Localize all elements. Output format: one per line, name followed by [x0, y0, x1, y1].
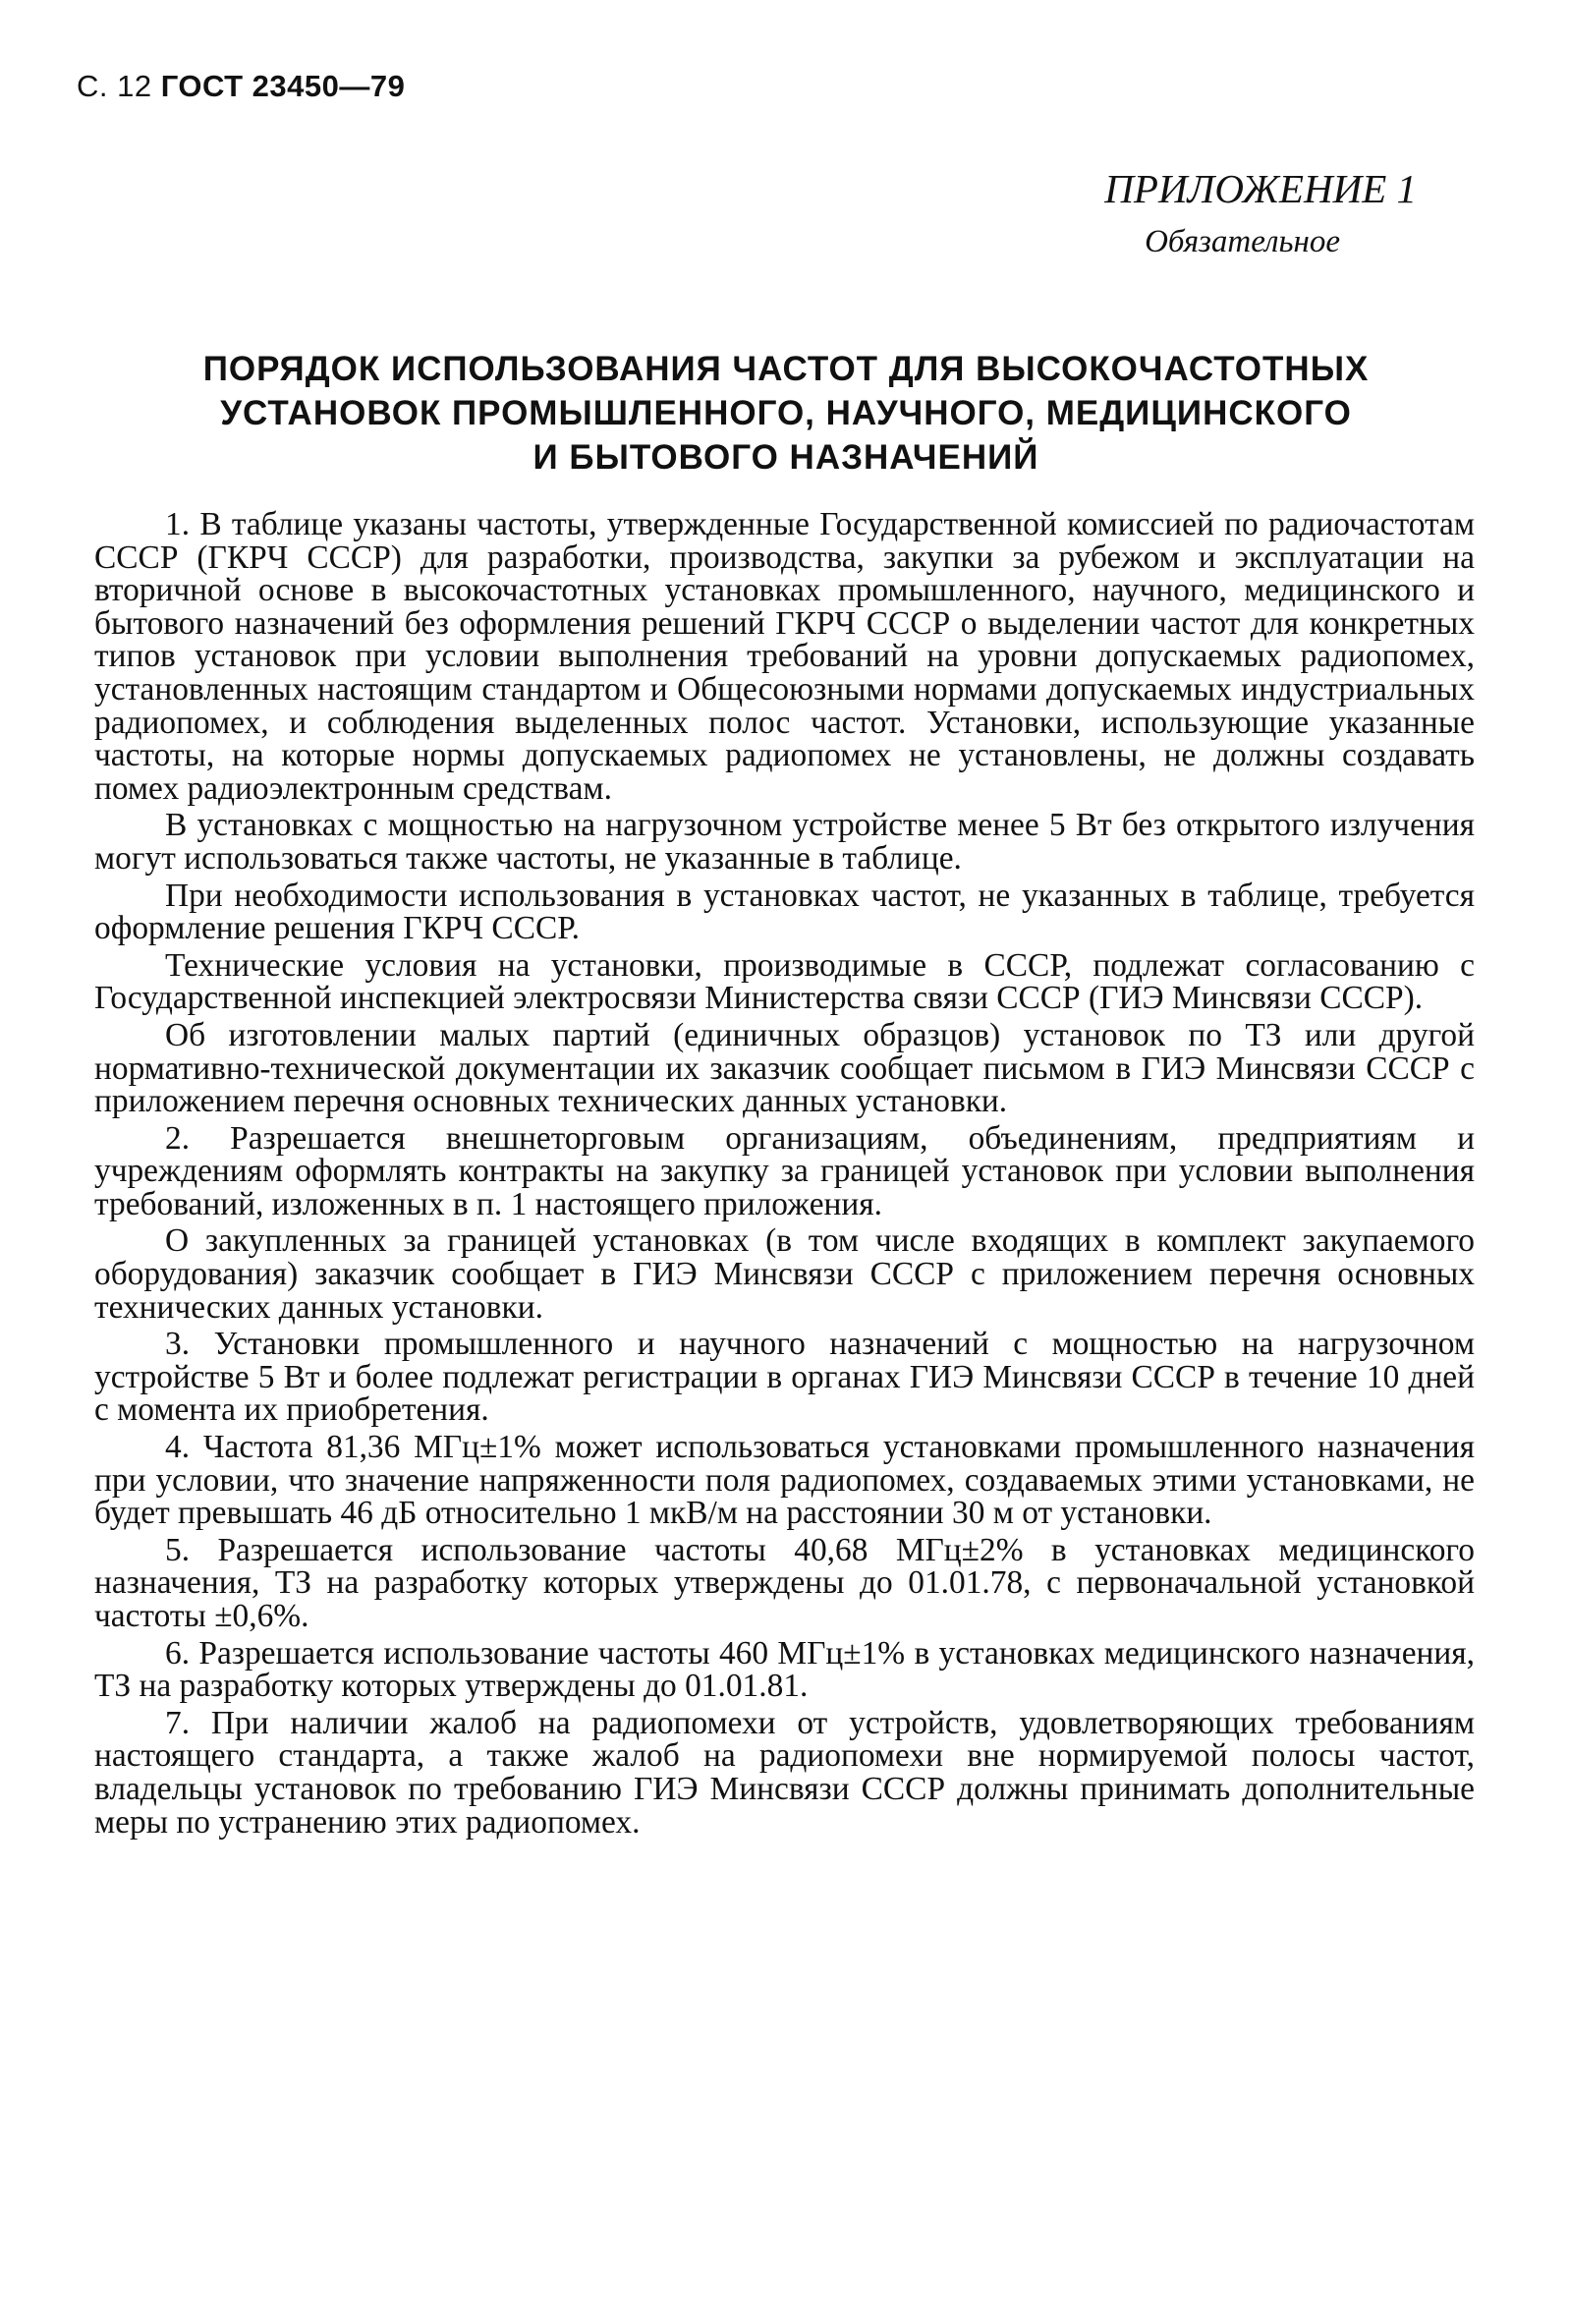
paragraph-5: Об изготовлении малых партий (единичных образцов) установок по ТЗ или другой нормативно-технической документации их заказчик сообщает письмом в ГИЭ Минсвязи СССР с приложением перечня основных технических данных установки.: [94, 1016, 1475, 1120]
paragraph-6: 2. Разрешается внешнеторговым организациям, объединениям, предприятиям и учреждениям оформлять контракты на закупку за границей установок при условии выполнения требований, изложенных в п. 1 настоящего приложения.: [94, 1119, 1475, 1222]
document-title: [98, 347, 1474, 480]
page-number: С. 12: [77, 69, 152, 103]
paragraph-1: 1. В таблице указаны частоты, утвержденные Государственной комиссией по радиочастотам СССР (ГКРЧ СССР) для разработки, производства, закупки за рубежом и эксплуатации на вторичной основе в высокочастотных установках промышленного, научного, медицинского и бытового назначений без оформления решений ГКРЧ СССР о выделении частот для конкретных типов установок при условии выполнения требований на уровни допускаемых радиопомех, установленных настоящим стандартом и Общесоюзными нормами допускаемых индустриальных радиопомех, и соблюдения выделенных полос частот. Установки, использующие указанные частоты, на которые нормы допускаемых радиопомех не установлены, не должны создавать помех радиоэлектронным средствам.: [94, 506, 1475, 807]
paragraph-8: 3. Установки промышленного и научного назначений с мощностью на нагрузочном устройстве 5 Вт и более подлежат регистрации в органах ГИЭ Минсвязи СССР в течение 10 дней с момента их приобретения.: [94, 1326, 1475, 1429]
paragraph-10: 5. Разрешается использование частоты 40,68 МГц±2% в установках медицинского назначения, ТЗ на разработку которых утверждены до 01.01.78, с первоначальной установкой частоты ±0,6%.: [94, 1531, 1475, 1634]
title-line-3: И БЫТОВОГО НАЗНАЧЕНИЙ: [532, 438, 1039, 477]
document-body: [94, 508, 1475, 1842]
paragraph-2: В установках с мощностью на нагрузочном устройстве менее 5 Вт без открытого излучения могут использоваться также частоты, не указанные в таблице.: [94, 807, 1475, 877]
title-line-1: ПОРЯДОК ИСПОЛЬЗОВАНИЯ ЧАСТОТ ДЛЯ ВЫСОКОЧАСТОТНЫХ: [202, 350, 1370, 388]
paragraph-9: 4. Частота 81,36 МГц±1% может использоваться установками промышленного назначения при условии, что значение напряженности поля радиопомех, создаваемых этими установками, не будет превышать 46 дБ относительно 1 мкВ/м на расстоянии 30 м от установки.: [94, 1429, 1475, 1532]
paragraph-3: При необходимости использования в установках частот, не указанных в таблице, требуется оформление решения ГКРЧ СССР.: [94, 877, 1475, 947]
standard-code: ГОСТ 23450—79: [160, 69, 406, 103]
paragraph-4: Технические условия на установки, производимые в СССР, подлежат согласованию с Государственной инспекцией электросвязи Министерства связи СССР (ГИЭ Минсвязи СССР).: [94, 946, 1475, 1017]
paragraph-11: 6. Разрешается использование частоты 460 МГц±1% в установках медицинского назначения, ТЗ на разработку которых утверждены до 01.01.81.: [94, 1634, 1475, 1705]
appendix-status: Обязательное: [1145, 224, 1340, 259]
appendix-label: ПРИЛОЖЕНИЕ 1: [1104, 166, 1417, 211]
paragraph-7: О закупленных за границей установках (в том числе входящих в комплект закупаемого оборудования) заказчик сообщает в ГИЭ Минсвязи СССР с приложением перечня основных технических данных установки.: [94, 1222, 1475, 1326]
appendix-block: [1104, 162, 1417, 268]
paragraph-12: 7. При наличии жалоб на радиопомехи от устройств, удовлетворяющих требованиям настоящего стандарта, а также жалоб на радиопомехи вне нормируемой полосы частот, владельцы установок по требованию ГИЭ Минсвязи СССР должны принимать дополнительные меры по устранению этих радиопомех.: [94, 1704, 1475, 1841]
page-header: [77, 69, 405, 104]
title-line-2: УСТАНОВОК ПРОМЫШЛЕННОГО, НАУЧНОГО, МЕДИЦИНСКОГО: [220, 394, 1352, 432]
